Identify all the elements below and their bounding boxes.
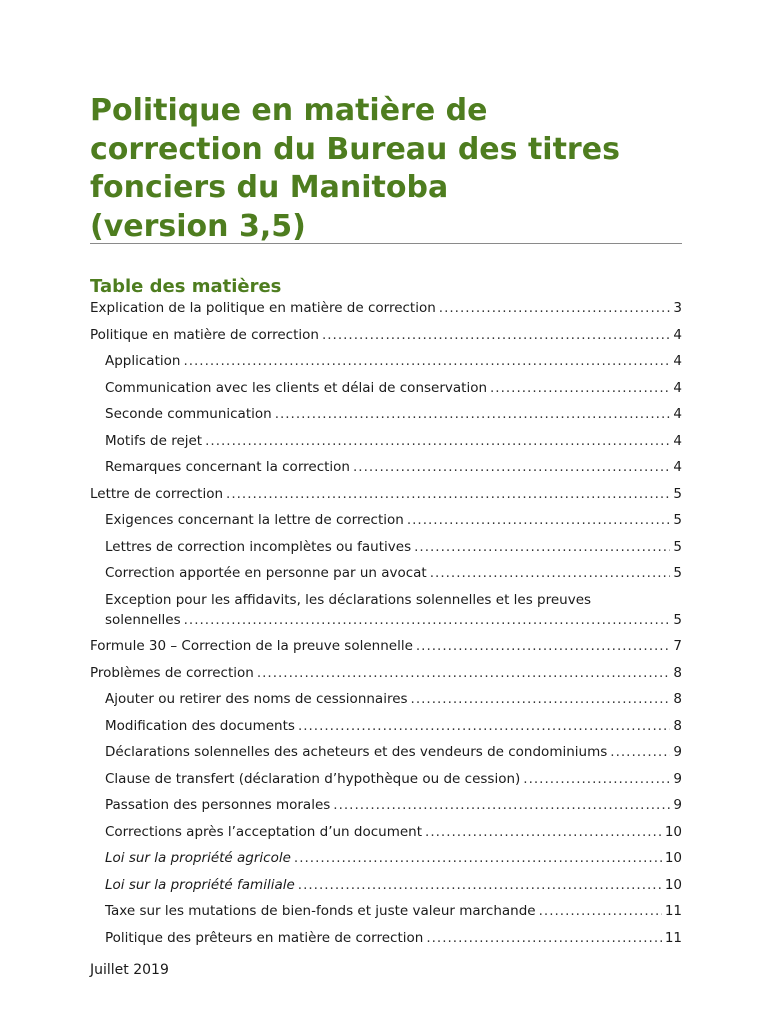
toc-entry[interactable] <box>90 484 682 504</box>
toc-entry-title: Politique en matière de correction <box>90 326 319 343</box>
toc-entry[interactable] <box>90 742 682 762</box>
toc-entry[interactable] <box>90 537 682 557</box>
toc-entry-title: Clause de transfert (déclaration d’hypothèque ou de cession) <box>105 770 521 787</box>
toc-entry[interactable] <box>90 795 682 815</box>
toc-entry-title: Lettres de correction incomplètes ou fautives <box>105 538 412 555</box>
dot-leader <box>425 822 662 842</box>
toc-entry-title: Correction apportée en personne par un avocat <box>105 565 427 581</box>
toc-entry-title: Remarques concernant la correction <box>105 459 350 475</box>
toc-entry[interactable] <box>90 590 682 630</box>
dot-leader <box>226 484 670 504</box>
toc-entry-page: 4 <box>673 432 682 449</box>
toc-entry-title: Lettre de correction <box>90 485 224 502</box>
title-line: fonciers du Manitoba <box>90 170 449 205</box>
toc-entry-page: 10 <box>664 823 682 840</box>
dot-leader <box>184 610 671 630</box>
dot-leader <box>523 769 670 789</box>
title-line: Politique en matière de <box>90 93 488 128</box>
toc-entry[interactable] <box>90 875 682 895</box>
toc-entry[interactable] <box>90 510 682 530</box>
toc-entry-title: Politique des prêteurs en matière de correction <box>105 929 424 946</box>
toc-entry-page: 4 <box>673 379 682 396</box>
dot-leader <box>407 510 671 530</box>
title-line: correction du Bureau des titres <box>90 131 620 167</box>
toc-entry-page: 10 <box>664 850 682 866</box>
table-of-contents <box>90 298 682 948</box>
toc-entry-page: 5 <box>673 565 682 581</box>
toc-entry[interactable] <box>90 404 682 424</box>
toc-entry[interactable] <box>90 298 682 318</box>
toc-entry[interactable] <box>90 928 682 948</box>
dot-leader <box>298 716 670 736</box>
dot-leader <box>257 663 671 683</box>
toc-entry[interactable] <box>90 636 682 656</box>
toc-entry[interactable] <box>90 716 682 736</box>
toc-entry-page: 8 <box>673 664 682 681</box>
dot-leader <box>426 928 661 948</box>
toc-entry-page: 9 <box>673 770 682 787</box>
toc-entry-title: Passation des personnes morales <box>105 797 331 813</box>
dot-leader <box>183 351 670 371</box>
dot-leader <box>294 848 662 868</box>
toc-entry-page: 8 <box>673 717 682 734</box>
toc-entry-title: Modification des documents <box>105 717 295 734</box>
toc-entry-page: 9 <box>673 744 682 760</box>
dot-leader <box>298 875 662 895</box>
dot-leader <box>353 457 670 477</box>
dot-leader <box>490 378 670 398</box>
toc-entry-title: Taxe sur les mutations de bien-fonds et juste valeur marchande <box>105 903 536 919</box>
toc-entry-page: 4 <box>673 406 682 422</box>
toc-entry-title: Loi sur la propriété familiale <box>105 876 295 893</box>
dot-leader <box>275 404 671 424</box>
toc-entry-page: 5 <box>673 512 682 528</box>
footer-date: Juillet 2019 <box>90 962 169 978</box>
dot-leader <box>539 901 662 921</box>
toc-entry[interactable] <box>90 431 682 451</box>
toc-entry-title: Corrections après l’acceptation d’un document <box>105 823 423 840</box>
toc-entry-title: Application <box>105 353 181 369</box>
toc-entry-page: 7 <box>673 638 682 654</box>
toc-entry-title: Communication avec les clients et délai de conservation <box>105 379 488 396</box>
dot-leader <box>439 298 671 318</box>
toc-entry[interactable] <box>90 663 682 683</box>
toc-entry-page: 3 <box>673 300 682 316</box>
toc-entry[interactable] <box>90 848 682 868</box>
toc-entry-title: Exigences concernant la lettre de correction <box>105 512 404 528</box>
dot-leader <box>610 742 670 762</box>
toc-entry[interactable] <box>90 378 682 398</box>
toc-entry-page: 4 <box>673 353 682 369</box>
toc-entry[interactable] <box>90 325 682 345</box>
dot-leader <box>416 636 671 656</box>
toc-entry[interactable] <box>90 563 682 583</box>
toc-heading: Table des matières <box>90 276 282 297</box>
toc-entry-title-line2: solennelles <box>105 611 181 628</box>
toc-entry[interactable] <box>90 689 682 709</box>
toc-entry-title-line1: Exception pour les affidavits, les déclarations solennelles et les preuves <box>105 591 592 608</box>
dot-leader <box>411 689 671 709</box>
toc-entry-title: Ajouter ou retirer des noms de cessionnaires <box>105 691 408 707</box>
toc-entry-title: Formule 30 – Correction de la preuve solennelle <box>90 638 413 654</box>
toc-entry-page: 11 <box>664 929 682 946</box>
title-divider <box>90 243 682 244</box>
toc-entry-page: 5 <box>673 611 682 628</box>
toc-entry[interactable] <box>90 351 682 371</box>
toc-entry-title: Loi sur la propriété agricole <box>105 850 291 866</box>
dot-leader <box>430 563 671 583</box>
toc-entry-title: Déclarations solennelles des acheteurs et des vendeurs de condominiums <box>105 744 608 760</box>
toc-entry[interactable] <box>90 769 682 789</box>
toc-entry-page: 5 <box>673 538 682 555</box>
toc-entry-page: 8 <box>673 691 682 707</box>
toc-entry[interactable] <box>90 822 682 842</box>
toc-entry-page: 4 <box>673 459 682 475</box>
toc-entry-page: 11 <box>664 903 682 919</box>
title-line: (version 3,5) <box>90 208 306 244</box>
toc-entry-page: 5 <box>673 485 682 502</box>
toc-entry-title: Explication de la politique en matière de correction <box>90 300 436 316</box>
toc-entry-title: Seconde communication <box>105 406 272 422</box>
toc-entry[interactable] <box>90 457 682 477</box>
dot-leader <box>205 431 670 451</box>
dot-leader <box>322 325 670 345</box>
toc-entry-page: 9 <box>673 797 682 813</box>
toc-entry-page: 10 <box>664 876 682 893</box>
document-title <box>90 92 682 246</box>
dot-leader <box>333 795 670 815</box>
toc-entry-page: 4 <box>673 326 682 343</box>
toc-entry-title: Problèmes de correction <box>90 664 254 681</box>
dot-leader <box>414 537 670 557</box>
toc-entry-title: Motifs de rejet <box>105 432 203 449</box>
toc-entry[interactable] <box>90 901 682 921</box>
